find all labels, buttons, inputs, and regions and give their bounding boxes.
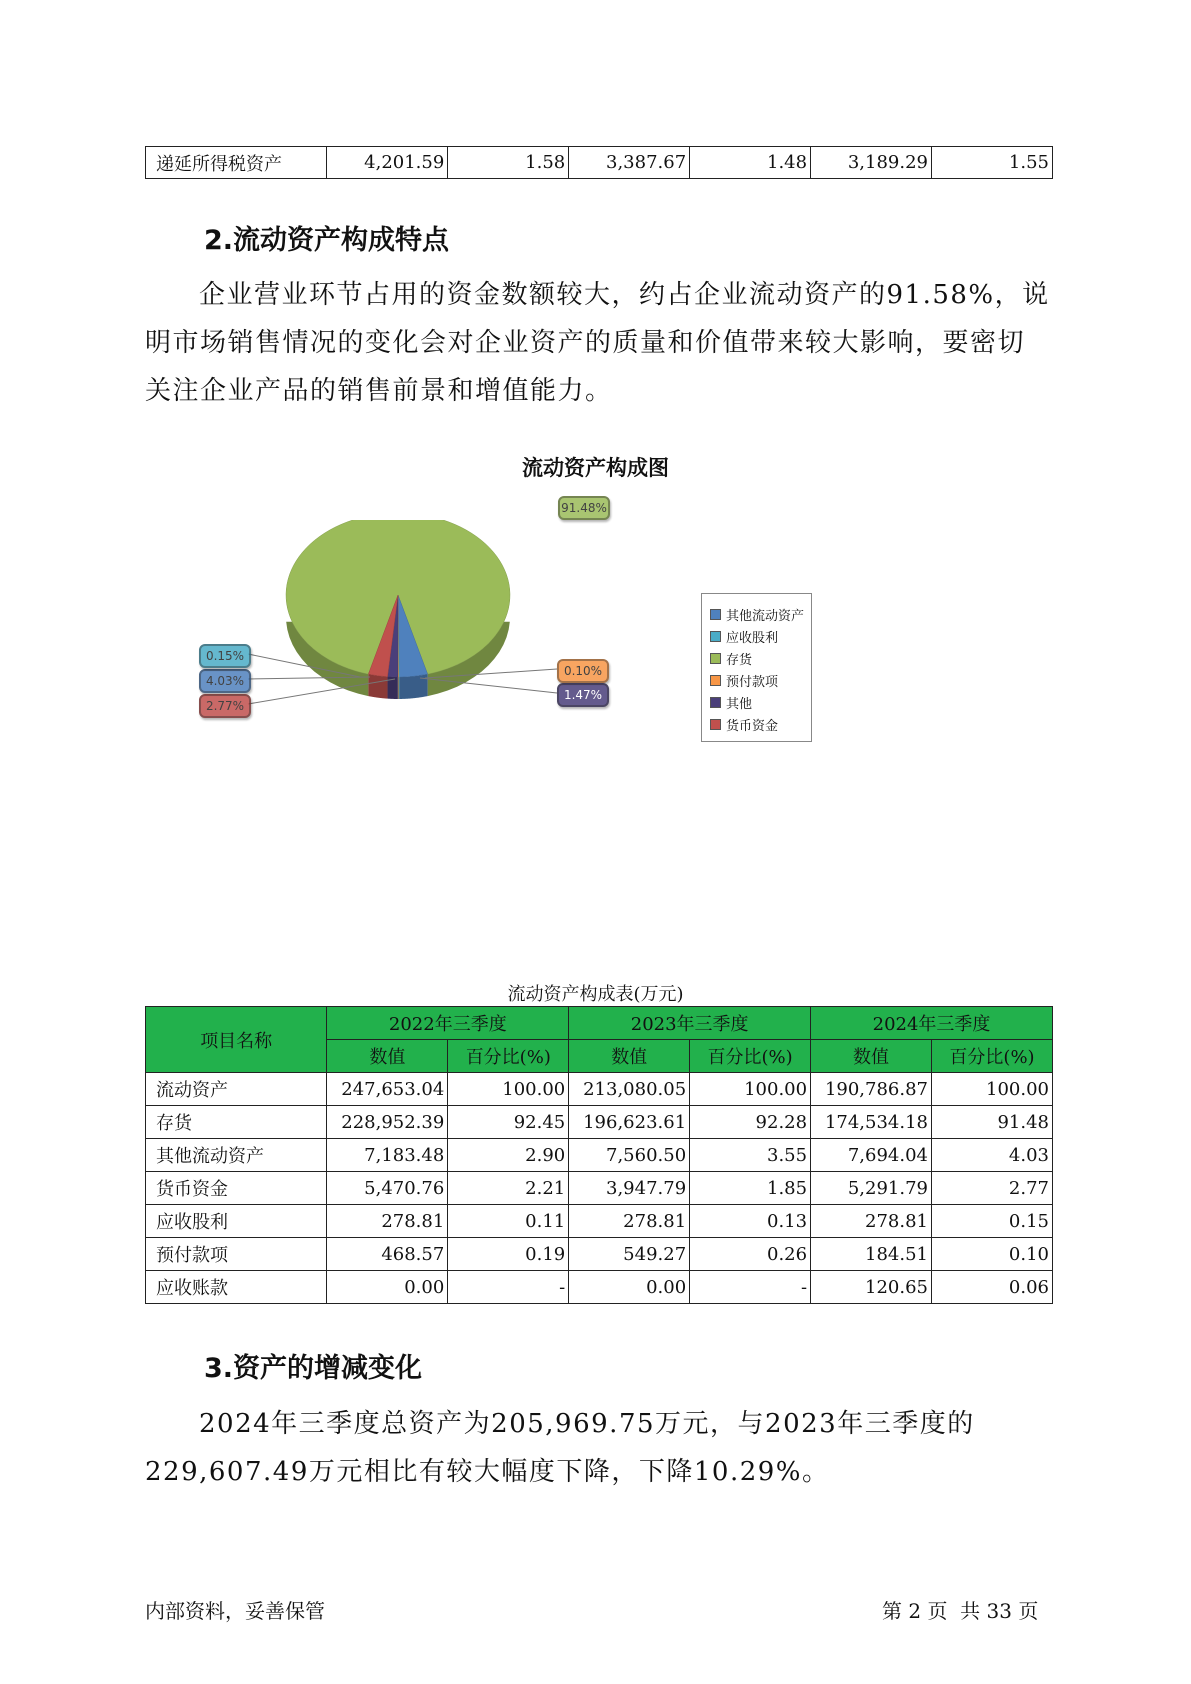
column-header-pct: 百分比(%) <box>932 1040 1053 1073</box>
column-header-pct: 百分比(%) <box>690 1040 811 1073</box>
page-number: 第 2 页 共 33 页 <box>882 1599 1039 1623</box>
data-label: 2.77% <box>199 694 251 718</box>
column-header-value: 数值 <box>569 1040 690 1073</box>
chart-legend <box>701 593 812 742</box>
pie-slice-side <box>400 674 428 699</box>
legend-label: 存货 <box>726 652 753 668</box>
table-cell: 100.00 <box>932 1073 1053 1106</box>
table-cell: 2.90 <box>448 1139 569 1172</box>
table-cell: 1.85 <box>690 1172 811 1205</box>
row-label: 应收账款 <box>146 1271 327 1304</box>
row-label: 应收股利 <box>146 1205 327 1238</box>
table-row <box>146 1238 1053 1271</box>
table-cell: 196,623.61 <box>569 1106 690 1139</box>
table-cell: 2.77 <box>932 1172 1053 1205</box>
table-cell: 7,694.04 <box>811 1139 932 1172</box>
data-label: 1.47% <box>557 683 609 707</box>
table-cell: 213,080.05 <box>569 1073 690 1106</box>
table-cell: 7,560.50 <box>569 1139 690 1172</box>
table-cell: 3.55 <box>690 1139 811 1172</box>
table-cell: - <box>690 1271 811 1304</box>
table-cell: 184.51 <box>811 1238 932 1271</box>
section-paragraph: 企业营业环节占用的资金数额较大，约占企业流动资产的91.58%，说明市场销售情况的变化会对企业资产的质量和价值带来较大影响，要密切关注企业产品的销售前景和增值能力。 <box>145 280 1050 406</box>
row-label: 存货 <box>146 1106 327 1139</box>
table-cell: 549.27 <box>569 1238 690 1271</box>
row-label: 递延所得税资产 <box>146 147 327 179</box>
table-cell: 5,470.76 <box>327 1172 448 1205</box>
table-row <box>146 1205 1053 1238</box>
data-label: 0.10% <box>557 659 609 683</box>
row-label: 货币资金 <box>146 1172 327 1205</box>
column-header-value: 数值 <box>811 1040 932 1073</box>
table-cell: 3,189.29 <box>811 147 932 179</box>
table-cell: 4,201.59 <box>327 147 448 179</box>
legend-swatch <box>710 719 721 730</box>
legend-swatch <box>710 653 721 664</box>
table-cell: 190,786.87 <box>811 1073 932 1106</box>
top-table <box>145 146 1053 179</box>
table-cell: 278.81 <box>811 1205 932 1238</box>
table-cell: 0.10 <box>932 1238 1053 1271</box>
legend-swatch <box>710 609 721 620</box>
legend-label: 预付款项 <box>726 674 779 690</box>
pie-top <box>286 520 510 677</box>
table-row <box>146 1106 1053 1139</box>
table-cell: 1.48 <box>690 147 811 179</box>
table-cell: 228,952.39 <box>327 1106 448 1139</box>
table-cell: 1.58 <box>448 147 569 179</box>
column-header-item: 项目名称 <box>146 1007 327 1073</box>
legend-item <box>702 669 811 691</box>
table-cell: 468.57 <box>327 1238 448 1271</box>
table-caption: 流动资产构成表(万元) <box>507 984 684 1005</box>
table-row <box>146 1271 1053 1304</box>
legend-label: 应收股利 <box>726 630 779 646</box>
table-cell: 120.65 <box>811 1271 932 1304</box>
legend-item <box>702 603 811 625</box>
table-cell: 92.45 <box>448 1106 569 1139</box>
pie-slice-side <box>368 674 387 699</box>
section-heading: 2.流动资产构成特点 <box>204 225 450 256</box>
chart-title: 流动资产构成图 <box>522 456 669 480</box>
table-cell: - <box>448 1271 569 1304</box>
legend-item <box>702 647 811 669</box>
table-cell: 247,653.04 <box>327 1073 448 1106</box>
table-cell: 278.81 <box>327 1205 448 1238</box>
table-cell: 100.00 <box>690 1073 811 1106</box>
pie-slice-side <box>398 677 399 699</box>
section-paragraph: 2024年三季度总资产为205,969.75万元，与2023年三季度的229,607.49万元相比有较大幅度下降，下降10.29%。 <box>145 1409 975 1487</box>
table-cell: 0.00 <box>327 1271 448 1304</box>
table-row <box>146 1073 1053 1106</box>
row-label: 预付款项 <box>146 1238 327 1271</box>
column-header-period: 2022年三季度 <box>327 1007 569 1040</box>
table-cell: 174,534.18 <box>811 1106 932 1139</box>
legend-item <box>702 713 811 735</box>
table-cell: 92.28 <box>690 1106 811 1139</box>
table-cell: 91.48 <box>932 1106 1053 1139</box>
table-cell: 2.21 <box>448 1172 569 1205</box>
row-label: 流动资产 <box>146 1073 327 1106</box>
table-row <box>146 1172 1053 1205</box>
footer-note: 内部资料，妥善保管 <box>145 1599 325 1623</box>
row-label: 其他流动资产 <box>146 1139 327 1172</box>
table-cell: 7,183.48 <box>327 1139 448 1172</box>
data-label: 91.48% <box>558 496 610 520</box>
legend-swatch <box>710 631 721 642</box>
table-cell: 0.00 <box>569 1271 690 1304</box>
table-cell: 3,387.67 <box>569 147 690 179</box>
table-cell: 0.26 <box>690 1238 811 1271</box>
table-cell: 5,291.79 <box>811 1172 932 1205</box>
legend-label: 货币资金 <box>726 718 779 734</box>
legend-item <box>702 625 811 647</box>
table-cell: 4.03 <box>932 1139 1053 1172</box>
column-header-value: 数值 <box>327 1040 448 1073</box>
table-cell: 0.15 <box>932 1205 1053 1238</box>
legend-swatch <box>710 697 721 708</box>
legend-label: 其他 <box>726 696 753 712</box>
table-cell: 0.06 <box>932 1271 1053 1304</box>
data-label: 0.15% <box>199 644 251 668</box>
legend-swatch <box>710 675 721 686</box>
table-cell: 3,947.79 <box>569 1172 690 1205</box>
pie-chart <box>200 520 640 760</box>
data-label: 4.03% <box>199 669 251 693</box>
pie-slice-side <box>399 677 400 699</box>
table-cell: 0.11 <box>448 1205 569 1238</box>
section-heading: 3.资产的增减变化 <box>204 1353 423 1384</box>
column-header-period: 2024年三季度 <box>811 1007 1053 1040</box>
table-cell: 0.13 <box>690 1205 811 1238</box>
table-row <box>146 1139 1053 1172</box>
table-cell: 0.19 <box>448 1238 569 1271</box>
data-table <box>145 1006 1053 1304</box>
table-cell: 278.81 <box>569 1205 690 1238</box>
table-cell: 100.00 <box>448 1073 569 1106</box>
column-header-pct: 百分比(%) <box>448 1040 569 1073</box>
header-row <box>146 1007 1053 1040</box>
column-header-period: 2023年三季度 <box>569 1007 811 1040</box>
legend-item <box>702 691 811 713</box>
legend-label: 其他流动资产 <box>726 608 805 624</box>
table-row <box>146 147 1053 179</box>
table-cell: 1.55 <box>932 147 1053 179</box>
